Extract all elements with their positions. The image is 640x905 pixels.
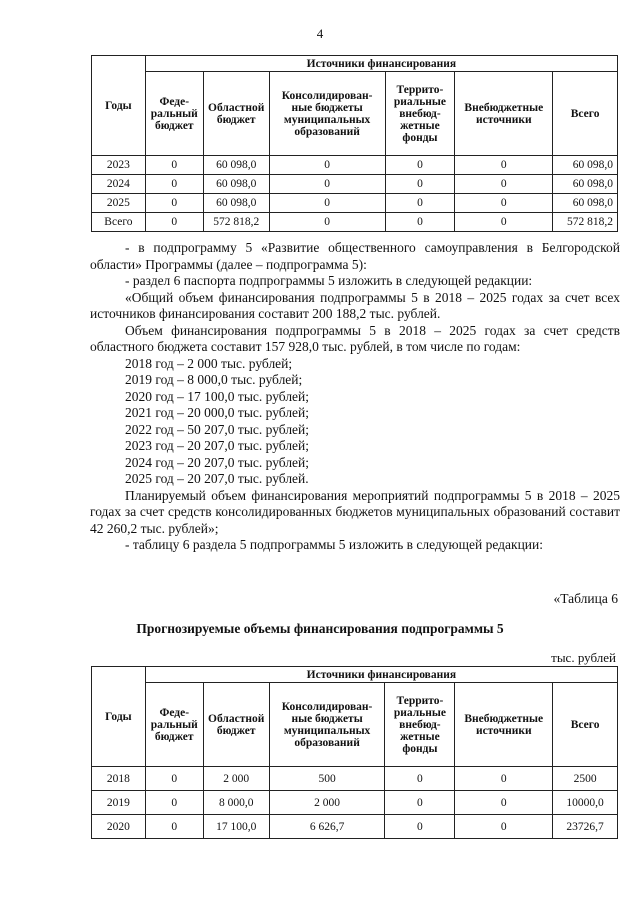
table-label: «Таблица 6: [553, 591, 618, 606]
header-territorial-funds: Террито-риальные внебюд-жетные фонды: [385, 72, 455, 156]
paragraph-subprogram-5: - в подпрограмму 5 «Развитие общественного самоуправления в Белгородской области» Программы (далее – подпрограмма 5):: [90, 240, 620, 272]
header-total: Всего: [553, 72, 618, 156]
paragraph-regional-funding: Объем финансирования подпрограммы 5 в 2018 – 2025 годах за счет средств областного бюджета составит 157 928,0 тыс. рублей, в том числе по годам:: [90, 322, 620, 354]
year-line: 2020 год – 17 100,0 тыс. рублей;: [125, 388, 310, 404]
header-regional: Областной бюджет: [203, 72, 269, 156]
year-line: 2024 год – 20 207,0 тыс. рублей;: [125, 454, 310, 470]
table-row: 2018 0 2 000 500 0 0 2500: [92, 767, 618, 791]
paragraph-section-6: - раздел 6 паспорта подпрограммы 5 изложить в следующей редакции:: [125, 273, 533, 288]
header-municipal: Консолидирован-ные бюджеты муниципальных образований: [269, 683, 385, 767]
units-label: тыс. рублей: [551, 650, 616, 665]
table-row: 2019 0 8 000,0 2 000 0 0 10000,0: [92, 791, 618, 815]
year-line: 2023 год – 20 207,0 тыс. рублей;: [125, 438, 310, 453]
year-line: 2019 год – 8 000,0 тыс. рублей;: [125, 372, 303, 387]
document-body: [90, 240, 620, 554]
page-number: 4: [316, 26, 324, 41]
header-years: Годы: [92, 667, 146, 767]
paragraph-table-6: - таблицу 6 раздела 5 подпрограммы 5 изложить в следующей редакции:: [125, 537, 544, 552]
year-line: 2021 год – 20 000,0 тыс. рублей;: [125, 405, 310, 420]
year-line: 2018 год – 2 000 тыс. рублей;: [125, 355, 293, 371]
header-municipal: Консолидирован-ные бюджеты муниципальных образований: [269, 72, 385, 156]
table-row: 2020 0 17 100,0 6 626,7 0 0 23726,7: [92, 815, 618, 839]
year-line: 2022 год – 50 207,0 тыс. рублей;: [125, 421, 310, 437]
header-federal: Феде-ральный бюджет: [145, 72, 203, 156]
table-row: 2025 0 60 098,0 0 0 0 60 098,0: [92, 194, 618, 213]
table-title: Прогнозируемые объемы финансирования подпрограммы 5: [136, 621, 504, 636]
table-row: 2024 0 60 098,0 0 0 0 60 098,0: [92, 175, 618, 194]
header-extrabudgetary: Внебюджетные источники: [455, 683, 553, 767]
header-total: Всего: [553, 683, 618, 767]
header-funding-sources: Источники финансирования: [145, 667, 617, 683]
header-regional: Областной бюджет: [203, 683, 269, 767]
funding-table-1: [91, 55, 618, 232]
paragraph-municipal-funding: Планируемый объем финансирования мероприятий подпрограммы 5 в 2018 – 2025 годах за счет средств консолидированных бюджетов муниципальных образований составит 42 260,2 тыс. рублей»;: [90, 487, 620, 536]
header-extrabudgetary: Внебюджетные источники: [455, 72, 553, 156]
table-row: 2023 0 60 098,0 0 0 0 60 098,0: [92, 156, 618, 175]
funding-table-6: [91, 666, 618, 839]
paragraph-total-funding: «Общий объем финансирования подпрограммы 5 в 2018 – 2025 годах за счет всех источников финансирования составит 200 188,2 тыс. рублей.: [90, 289, 620, 321]
header-federal: Феде-ральный бюджет: [145, 683, 203, 767]
table-row-total: Всего 0 572 818,2 0 0 0 572 818,2: [92, 213, 618, 232]
header-territorial-funds: Террито-риальные внебюд-жетные фонды: [385, 683, 455, 767]
year-line: 2025 год – 20 207,0 тыс. рублей.: [125, 471, 309, 486]
header-years: Годы: [92, 56, 146, 156]
header-funding-sources: Источники финансирования: [145, 56, 617, 72]
